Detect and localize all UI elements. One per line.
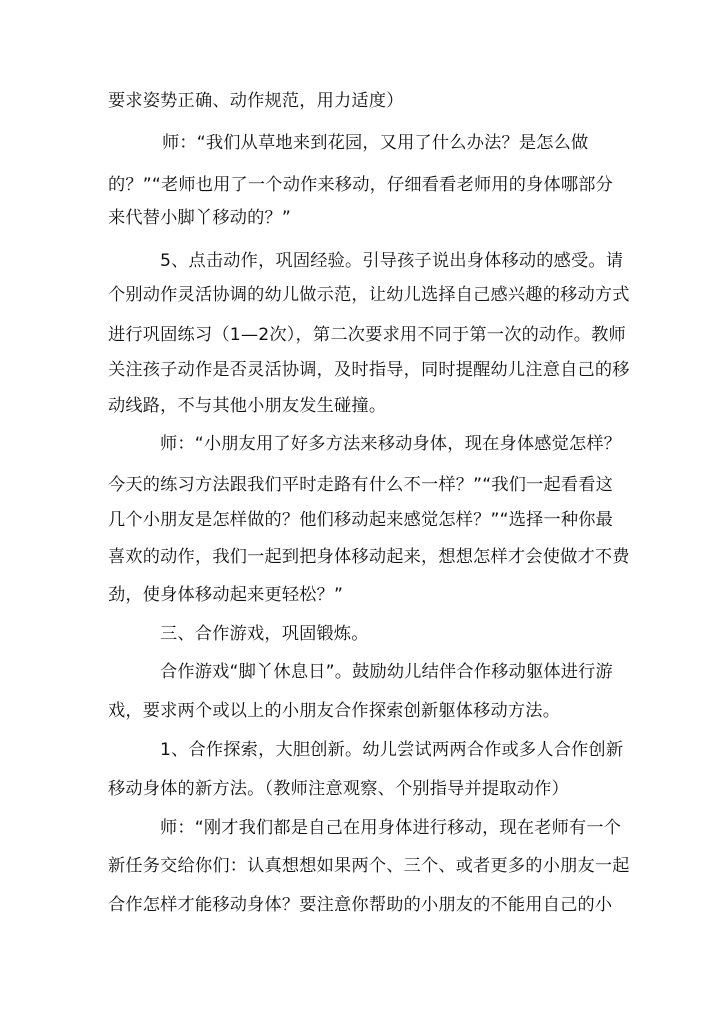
text-line: 师：“小朋友用了好多方法来移动身体，现在身体感觉怎样？ — [160, 434, 622, 454]
text-line: 要求姿势正确、动作规范，用力适度） — [108, 91, 404, 111]
text-line: 戏，要求两个或以上的小朋友合作探索创新躯体移动方法。 — [108, 701, 561, 721]
text-line: 动线路，不与其他小朋友发生碰撞。 — [108, 396, 387, 416]
text-line: 1、合作探索，大胆创新。幼儿尝试两两合作或多人合作创新 — [160, 740, 624, 760]
text-line: 劲，使身体移动起来更轻松？” — [108, 585, 344, 605]
text-line: 个别动作灵活协调的幼儿做示范，让幼儿选择自己感兴趣的移动方式 — [108, 285, 630, 305]
text-line: 三、合作游戏，巩固锻炼。 — [160, 624, 369, 644]
text-line: 合作怎样才能移动身体？要注意你帮助的小朋友的不能用自己的小 — [108, 895, 613, 915]
text-line: 5、点击动作，巩固经验。引导孩子说出身体移动的感受。请 — [160, 251, 624, 271]
text-line: 几个小朋友是怎样做的？他们移动起来感觉怎样？”“选择一种你最 — [108, 510, 614, 530]
text-line: 关注孩子动作是否灵活协调，及时指导，同时提醒幼儿注意自己的移 — [108, 360, 630, 380]
text-line: 喜欢的动作，我们一起到把身体移动起来，想想怎样才会使做才不费 — [108, 547, 630, 567]
text-line: 移动身体的新方法。（教师注意观察、个别指导并提取动作） — [108, 779, 569, 799]
text-line: 今天的练习方法跟我们平时走路有什么不一样？”“我们一起看看这 — [108, 475, 614, 495]
text-line: 师：“刚才我们都是自己在用身体进行移动，现在老师有一个 — [160, 818, 622, 838]
text-line: 来代替小脚丫移动的？” — [108, 208, 291, 228]
text-line: 的？”“老师也用了一个动作来移动，仔细看看老师用的身体哪部分 — [108, 175, 614, 195]
text-line: 师：“我们从草地来到花园，又用了什么办法？是怎么做 — [162, 133, 589, 153]
text-line: 新任务交给你们：认真想想如果两个、三个、或者更多的小朋友一起 — [108, 856, 630, 876]
text-line: 合作游戏“脚丫休息日”。鼓励幼儿结伴合作移动躯体进行游 — [160, 662, 613, 682]
text-line: 进行巩固练习（1—2次），第二次要求用不同于第一次的动作。教师 — [108, 325, 626, 345]
